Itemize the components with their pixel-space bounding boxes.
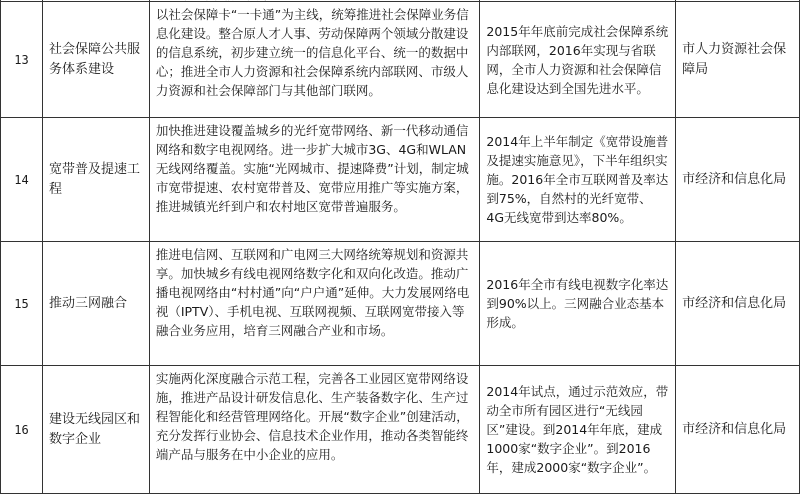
project-description: 加快推进建设覆盖城乡的光纤宽带网络、新一代移动通信网络和数字电视网络。进一步扩大城市3G、4G和WLAN无线网络覆盖。实施“光网城市、提速降费”计划，制定城市宽带提速、农村宽带普及、宽带应用推广等实施方案，推进城镇光纤到户和农村地区宽带普遍服务。 [149,118,480,242]
project-description: 实施两化深度融合示范工程，完善各工业园区宽带网络设施，推进产品设计研发信息化、生产装备数字化、生产过程智能化和经营管理网络化。开展“数字企业”创建活动，充分发挥行业协会、信息技术企业作用，推动各类智能终端产品与服务在中小企业的应用。 [149,366,480,494]
table-row [1,118,800,242]
project-name: 宽带普及提速工程 [42,118,149,242]
responsible-department: 市经济和信息化局 [676,118,800,242]
project-description: 推进电信网、互联网和广电网三大网络统筹规划和资源共享。加快城乡有线电视网络数字化和双向化改造。推动广播电视网络由“村村通”向“户户通”延伸。大力发展网络电视（IPTV）、手机电视、互联网视频、互联网宽带接入等融合业务应用，培育三网融合产业和市场。 [149,242,480,366]
responsible-department: 市经济和信息化局 [676,242,800,366]
project-name: 社会保障公共服务体系建设 [42,2,149,118]
project-name: 推动三网融合 [42,242,149,366]
project-name: 建设无线园区和数字企业 [42,366,149,494]
project-target: 2016年全市有线电视数字化率达到90%以上。三网融合业态基本形成。 [480,242,676,366]
responsible-department: 市人力资源社会保障局 [676,2,800,118]
table-row [1,366,800,494]
project-description: 以社会保障卡“一卡通”为主线，统筹推进社会保障业务信息化建设。整合原人才人事、劳动保障两个领域分散建设的信息系统，初步建立统一的信息化平台、统一的数据中心；推进全市人力资源和社会保障系统内部联网、市级人力资源和社会保障部门与其他部门联网。 [149,2,480,118]
row-number: 14 [1,118,43,242]
row-number: 13 [1,2,43,118]
row-number: 16 [1,366,43,494]
project-target: 2014年试点，通过示范效应，带动全市所有园区进行“无线园区”建设。到2014年年底，建成1000家“数字企业”。到2016年，建成2000家“数字企业”。 [480,366,676,494]
responsible-department: 市经济和信息化局 [676,366,800,494]
table-row [1,2,800,118]
project-target: 2015年年底前完成社会保障系统内部联网，2016年实现与省联网，全市人力资源和社会保障信息化建设达到全国先进水平。 [480,2,676,118]
project-target: 2014年上半年制定《宽带设施普及提速实施意见》，下半年组织实施。2016年全市互联网普及率达到75%，自然村的光纤宽带、4G无线宽带到达率80%。 [480,118,676,242]
table-row [1,242,800,366]
row-number: 15 [1,242,43,366]
